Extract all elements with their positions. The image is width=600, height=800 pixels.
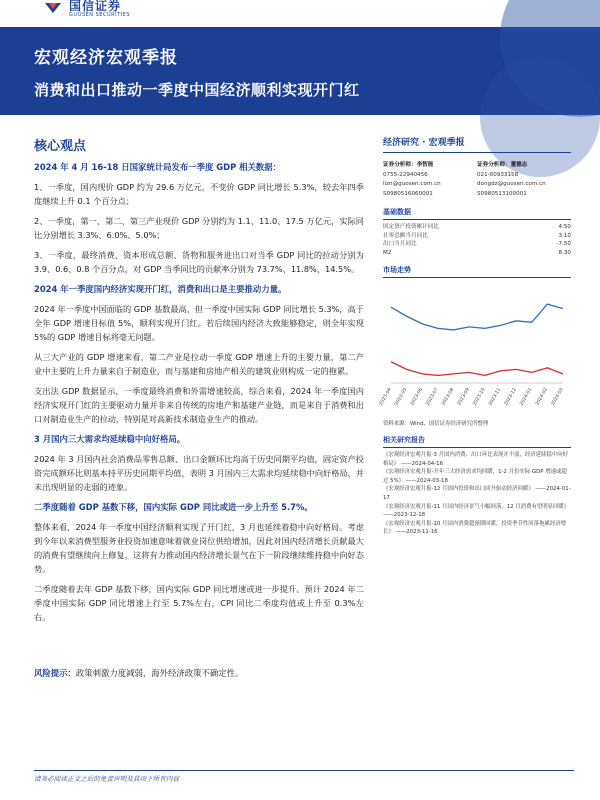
report-type-title: 宏观经济宏观季报 bbox=[34, 48, 178, 68]
x-tick-label: 2023-12 bbox=[503, 387, 518, 407]
sidebar-column bbox=[378, 125, 571, 537]
basic-value: -7.50 bbox=[556, 241, 571, 247]
analysts-block bbox=[383, 161, 571, 199]
basic-data-table bbox=[383, 223, 571, 257]
related-item[interactable]: 《宏观经济宏观月报-10 月国内消费超预期回暖，投资季节性回落拖累经济增长》 ——2023-11-16 bbox=[383, 520, 567, 536]
heading-3: 二季度随着 GDP 基数下移，国内实际 GDP 同比或进一步上升至 5.7%。 bbox=[34, 502, 313, 512]
paragraph-2: 2、一季度，第一、第二、第三产业现价 GDP 分别约为 1.1、11.0、17.5 万亿元，实际同比分别增长 3.3%、6.0%、5.0%； bbox=[34, 216, 364, 240]
analyst-1-role: 证券分析师： bbox=[383, 162, 417, 168]
related-research-list bbox=[383, 451, 571, 537]
logo bbox=[43, 0, 130, 18]
series-line-series-red bbox=[391, 362, 563, 376]
basic-label: 出口当月同比 bbox=[383, 241, 417, 247]
heading-2: 3 月国内三大需求均延续稳中向好格局。 bbox=[34, 434, 186, 444]
series-line-series-blue bbox=[391, 304, 563, 330]
x-tick-label: 2023-05 bbox=[394, 387, 409, 407]
paragraph-4: 2024 年一季度中国面临的 GDP 基数最高，但一季度中国实际 GDP 同比增长 5.3%，高于全年 GDP 增速目标值 5%，顺利实现开门红。若后续国内经济大致能够稳定，则全年实现 5%的 GDP 增速目标将毫无问题。 bbox=[34, 304, 364, 342]
analyst-2-email[interactable]: dongdz@guosen.com.cn bbox=[477, 181, 546, 187]
market-trend-svg bbox=[378, 282, 571, 417]
analyst-2-name: 董德志 bbox=[510, 162, 528, 168]
basic-value: 8.30 bbox=[558, 249, 571, 256]
basic-row bbox=[383, 240, 571, 249]
analyst-1 bbox=[383, 161, 477, 199]
paragraph-9: 二季度随着去年 GDP 基数下移，国内实际 GDP 同比增速或进一步提升。预计 2024 年二季度中国实际 GDP 同比增速上行至 5.7%左右，CPI 同比二季度均值或上升至 0.3%左右。 bbox=[34, 584, 364, 622]
market-trend-title: 市场走势 bbox=[383, 265, 571, 278]
footer-divider bbox=[34, 770, 574, 771]
risk-warning bbox=[34, 667, 574, 679]
basic-label: 社零总额当月同比 bbox=[383, 232, 428, 239]
x-tick-label: 2024-01 bbox=[519, 387, 534, 407]
x-tick-label: 2023-10 bbox=[472, 387, 487, 407]
core-views-title: 核心观点 bbox=[34, 139, 87, 154]
basic-row bbox=[383, 249, 571, 258]
basic-label: 固定资产投资累计同比 bbox=[383, 224, 439, 230]
logo-text-cn: 国信证券 bbox=[69, 0, 122, 13]
analyst-1-cert: S0980516060001 bbox=[383, 190, 433, 197]
banner-decoration bbox=[340, 27, 600, 115]
title-banner bbox=[0, 27, 600, 115]
paragraph-6: 支出法 GDP 数据显示，一季度最终消费和外需增速较高，综合来看，2024 年一季度国内经济实现开门红的主要驱动力量并非来自传统的房地产和基建产业链，而是来自于消费和出口对制造业生产的拉动，特别是对高新技术制造业生产的推动。 bbox=[34, 386, 364, 424]
paragraph-5: 从三大产业的 GDP 增速来看，第二产业是拉动一季度 GDP 增速上升的主要力量，第二产业中主要的上升力量来自于制造业，而与基建和房地产相关的建筑业则构成一定的拖累。 bbox=[34, 352, 364, 376]
logo-mark-icon bbox=[43, 2, 63, 16]
analyst-2-cert: S0980513100001 bbox=[477, 190, 527, 197]
analyst-1-email[interactable]: lizn@guosen.com.cn bbox=[383, 181, 441, 187]
related-item[interactable]: 《宏观经济宏观月报-3 月国内消费、出口环比表现并不弱，经济延续稳中向好格局》 ——2024-04-16 bbox=[383, 452, 568, 467]
chart-source: 资料来源：Wind、国信证券经济研究所整理 bbox=[383, 421, 489, 427]
x-tick-label: 2024-02 bbox=[535, 387, 550, 407]
related-item[interactable]: 《宏观经济宏观月报-开年三大经济需求均回暖，1-2 月份实际 GDP 增速或超过 5%》 ——2024-03-18 bbox=[383, 469, 567, 484]
x-tick-label: 2023-07 bbox=[425, 387, 440, 407]
related-research-title: 相关研究报告 bbox=[383, 435, 571, 448]
basic-label: M2 bbox=[383, 249, 392, 256]
report-headline: 消费和出口推动一季度中国经济顺利实现开门红 bbox=[34, 81, 360, 99]
analyst-2 bbox=[477, 161, 571, 199]
x-tick-label: 2023-08 bbox=[441, 387, 456, 407]
paragraph-1: 1、一季度，国内现价 GDP 约为 29.6 万亿元，不变价 GDP 同比增长 5.3%，较去年四季度继续上升 0.1 个百分点； bbox=[34, 182, 364, 206]
x-tick-label: 2023-06 bbox=[410, 387, 425, 407]
basic-row bbox=[383, 223, 571, 232]
x-tick-label: 2023-11 bbox=[488, 387, 503, 407]
basic-row bbox=[383, 232, 571, 241]
core-views-column bbox=[34, 125, 364, 630]
analyst-1-phone: 0755-22940456 bbox=[383, 171, 428, 178]
paragraph-7: 2024 年 3 月国内社会消费品零售总额、出口金额环比均高于历史同期平均值，固定资产投资完成额环比则基本持平历史同期平均值，表明 3 月国内三大需求均延续稳中向好格局，并未出现明显的走弱的迹象。 bbox=[34, 454, 364, 492]
paragraph-8: 整体来看，2024 年一季度中国经济顺利实现了开门红，3 月也延续着稳中向好格局。考虑到今年以来消费型服务业投资加速意味着就业岗位供给增加，因此对国内经济增长贡献最大的消费有望继续向上修复，这将有力推动国内经济增长景气在下一阶段继续维持稳中向好态势。 bbox=[34, 522, 364, 574]
footer-disclaimer: 请务必阅读正文之后的免责声明及其项下所有内容 bbox=[34, 775, 180, 783]
analyst-1-name: 李智能 bbox=[416, 162, 434, 168]
market-trend-chart bbox=[378, 282, 571, 417]
x-tick-label: 2023-04 bbox=[378, 387, 393, 407]
basic-value: 4.50 bbox=[558, 224, 571, 230]
related-item[interactable]: 《宏观经济宏观月报-11 月国内经济景气小幅回落，12 月消费有望明显回暖》 ——2023-12-18 bbox=[383, 503, 570, 519]
lead-text: 2024 年 4 月 16-18 日国家统计局发布一季度 GDP 相关数据： bbox=[34, 162, 282, 172]
logo-text-en: GUOSEN SECURITIES bbox=[69, 12, 130, 18]
analyst-2-role: 证券分析师： bbox=[477, 162, 511, 168]
x-tick-label: 2023-09 bbox=[456, 387, 471, 407]
basic-value: 3.10 bbox=[558, 232, 571, 239]
related-item[interactable]: 《宏观经济宏观月报-12 月国内投资和出口回升驱动经济回暖》 ——2024-01-17 bbox=[383, 486, 571, 501]
risk-label: 风险提示： bbox=[34, 668, 76, 678]
basic-data-title: 基础数据 bbox=[383, 207, 571, 220]
report-category: 经济研究 · 宏观季报 bbox=[383, 135, 571, 153]
risk-text: 政策刺激力度减弱，海外经济政策不确定性。 bbox=[75, 668, 244, 678]
analyst-2-phone: 021-60933158 bbox=[477, 171, 519, 178]
paragraph-3: 3、一季度，最终消费、资本形成总额、货物和服务进出口对当季 GDP 同比的拉动分别为 3.9、0.6、0.8 个百分点，对 GDP 当季同比的贡献率分别为 73.7%、11.8%、14.5%。 bbox=[34, 250, 364, 274]
heading-1: 2024 年一季度国内经济实现开门红，消费和出口是主要推动力量。 bbox=[34, 284, 287, 294]
x-tick-label: 2024-03 bbox=[550, 387, 565, 407]
